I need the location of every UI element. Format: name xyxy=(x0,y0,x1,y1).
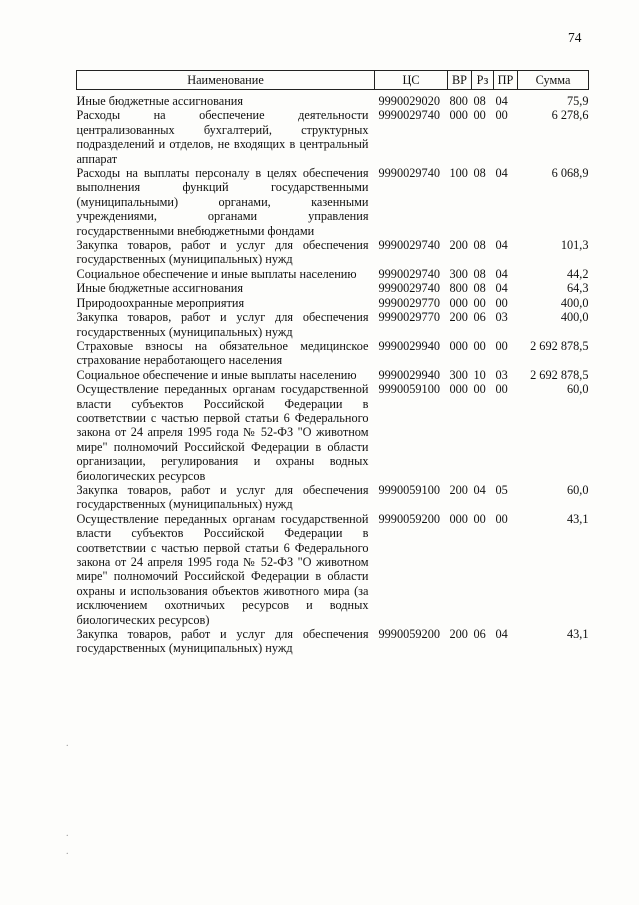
row-rz: 10 xyxy=(473,367,486,382)
table-header-row xyxy=(77,71,589,90)
scan-speck: . xyxy=(66,846,69,857)
table-row xyxy=(77,368,589,382)
table-row xyxy=(77,382,589,483)
row-pr: 04 xyxy=(495,238,508,253)
row-sum: 101,3 xyxy=(560,238,589,253)
row-name: Социальное обеспечение и иные выплаты населению xyxy=(76,367,357,382)
row-name: Социальное обеспечение и иные выплаты населению xyxy=(76,266,357,281)
row-sum: 2 692 878,5 xyxy=(530,338,589,353)
table-row xyxy=(77,90,589,109)
table-row xyxy=(77,296,589,310)
row-sum: 43,1 xyxy=(566,627,589,642)
row-rz: 08 xyxy=(473,266,486,281)
row-name: Закупка товаров, работ и услуг для обеспечения государственных (муниципальных) нужд xyxy=(76,482,369,512)
row-pr: 04 xyxy=(495,94,508,108)
row-vr: 100 xyxy=(449,166,468,181)
row-cs: 9990029020 xyxy=(378,94,440,108)
row-vr: 000 xyxy=(449,108,468,123)
table-row xyxy=(77,483,589,512)
scan-speck: . xyxy=(66,738,69,749)
row-pr: 04 xyxy=(495,281,508,296)
row-name: Осуществление переданных органам государственной власти субъектов Российской Федерации в соответствии с частью первой статьи 6 Федерального закона от 24 апреля 1995 года № 52-ФЗ "О животном мире" полномочий Российской Федерации в области организации, регулирования и охраны водных биологических ресурсов xyxy=(76,382,369,483)
budget-table xyxy=(76,70,589,656)
row-vr: 200 xyxy=(449,310,468,325)
row-sum: 2 692 878,5 xyxy=(530,367,589,382)
row-pr: 04 xyxy=(495,166,508,181)
row-vr: 000 xyxy=(449,338,468,353)
row-rz: 00 xyxy=(473,382,486,397)
row-cs: 9990029770 xyxy=(378,295,440,310)
header-vr: ВР xyxy=(448,71,472,90)
row-rz: 00 xyxy=(473,511,486,526)
row-pr: 00 xyxy=(495,338,508,353)
row-name: Иные бюджетные ассигнования xyxy=(76,281,244,296)
row-sum: 60,0 xyxy=(566,482,589,497)
row-vr: 000 xyxy=(449,382,468,397)
header-pr: ПР xyxy=(494,71,518,90)
table-row xyxy=(77,166,589,238)
table-row xyxy=(77,512,589,627)
row-cs: 9990029740 xyxy=(378,238,440,253)
row-pr: 03 xyxy=(495,367,508,382)
row-rz: 00 xyxy=(473,338,486,353)
row-vr: 200 xyxy=(449,627,468,642)
row-rz: 08 xyxy=(473,166,486,181)
row-pr: 00 xyxy=(495,295,508,310)
row-name: Страховые взносы на обязательное медицинское страхование неработающего населения xyxy=(76,338,369,368)
scan-speck: . xyxy=(66,828,69,839)
row-cs: 9990059200 xyxy=(378,627,440,642)
row-sum: 6 278,6 xyxy=(551,108,589,123)
row-vr: 800 xyxy=(449,281,468,296)
row-vr: 800 xyxy=(449,94,468,108)
row-cs: 9990029740 xyxy=(378,281,440,296)
row-cs: 9990059100 xyxy=(378,382,440,397)
row-sum: 43,1 xyxy=(566,511,589,526)
row-cs: 9990029940 xyxy=(378,338,440,353)
table-row xyxy=(77,238,589,267)
row-rz: 08 xyxy=(473,238,486,253)
row-rz: 08 xyxy=(473,281,486,296)
row-name: Расходы на обеспечение деятельности централизованных бухгалтерий, структурных подразделений и отделов, не входящих в центральный аппарат xyxy=(76,108,369,166)
header-rz: Рз xyxy=(472,71,494,90)
row-name: Закупка товаров, работ и услуг для обеспечения государственных (муниципальных) нужд xyxy=(76,310,369,339)
row-vr: 200 xyxy=(449,482,468,497)
row-pr: 04 xyxy=(495,266,508,281)
table-row xyxy=(77,627,589,656)
row-pr: 00 xyxy=(495,382,508,397)
table-row xyxy=(77,281,589,295)
row-sum: 6 068,9 xyxy=(551,166,589,181)
row-cs: 9990029770 xyxy=(378,310,440,325)
row-vr: 300 xyxy=(449,266,468,281)
row-sum: 400,0 xyxy=(560,310,589,325)
row-rz: 00 xyxy=(473,295,486,310)
row-rz: 08 xyxy=(473,94,486,108)
row-vr: 300 xyxy=(449,367,468,382)
row-name: Закупка товаров, работ и услуг для обеспечения государственных (муниципальных) нужд xyxy=(76,238,369,267)
row-pr: 05 xyxy=(495,482,508,497)
row-rz: 00 xyxy=(473,108,486,123)
row-cs: 9990029740 xyxy=(378,266,440,281)
row-vr: 200 xyxy=(449,238,468,253)
table-row xyxy=(77,267,589,281)
row-vr: 000 xyxy=(449,511,468,526)
table-row xyxy=(77,339,589,368)
row-rz: 06 xyxy=(473,627,486,642)
row-pr: 00 xyxy=(495,108,508,123)
row-cs: 9990059100 xyxy=(378,482,440,497)
row-sum: 64,3 xyxy=(566,281,589,296)
table-body xyxy=(77,90,589,656)
row-cs: 9990029740 xyxy=(378,166,440,181)
row-cs: 9990059200 xyxy=(378,511,440,526)
row-vr: 000 xyxy=(449,295,468,310)
row-sum: 44,2 xyxy=(566,266,589,281)
header-sum: Сумма xyxy=(518,71,589,90)
row-name: Закупка товаров, работ и услуг для обеспечения государственных (муниципальных) нужд xyxy=(76,627,369,656)
table-row xyxy=(77,310,589,339)
header-name: Наименование xyxy=(77,71,375,90)
row-name: Иные бюджетные ассигнования xyxy=(76,94,244,108)
row-pr: 00 xyxy=(495,511,508,526)
row-pr: 04 xyxy=(495,627,508,642)
row-rz: 04 xyxy=(473,482,486,497)
row-sum: 60,0 xyxy=(566,382,589,397)
page-number: 74 xyxy=(568,30,582,45)
row-pr: 03 xyxy=(495,310,508,325)
row-sum: 400,0 xyxy=(560,295,589,310)
header-cs: ЦС xyxy=(375,71,448,90)
row-name: Расходы на выплаты персоналу в целях обеспечения выполнения функций государственными (муниципальными) органами, казенными учреждениями, органами управления государственными внебюджетными фондами xyxy=(76,166,369,238)
row-rz: 06 xyxy=(473,310,486,325)
row-sum: 75,9 xyxy=(566,94,589,108)
table-row xyxy=(77,108,589,166)
row-name: Природоохранные мероприятия xyxy=(76,295,245,310)
row-cs: 9990029940 xyxy=(378,367,440,382)
row-name: Осуществление переданных органам государственной власти субъектов Российской Федерации в соответствии с частью первой статьи 6 Федерального закона от 24 апреля 1995 года № 52-ФЗ "О животном мире" полномочий Российской Федерации в области охраны и использования объектов животного мира (за исключением охотничьих ресурсов и водных биологических ресурсов) xyxy=(76,511,369,627)
row-cs: 9990029740 xyxy=(378,108,440,123)
